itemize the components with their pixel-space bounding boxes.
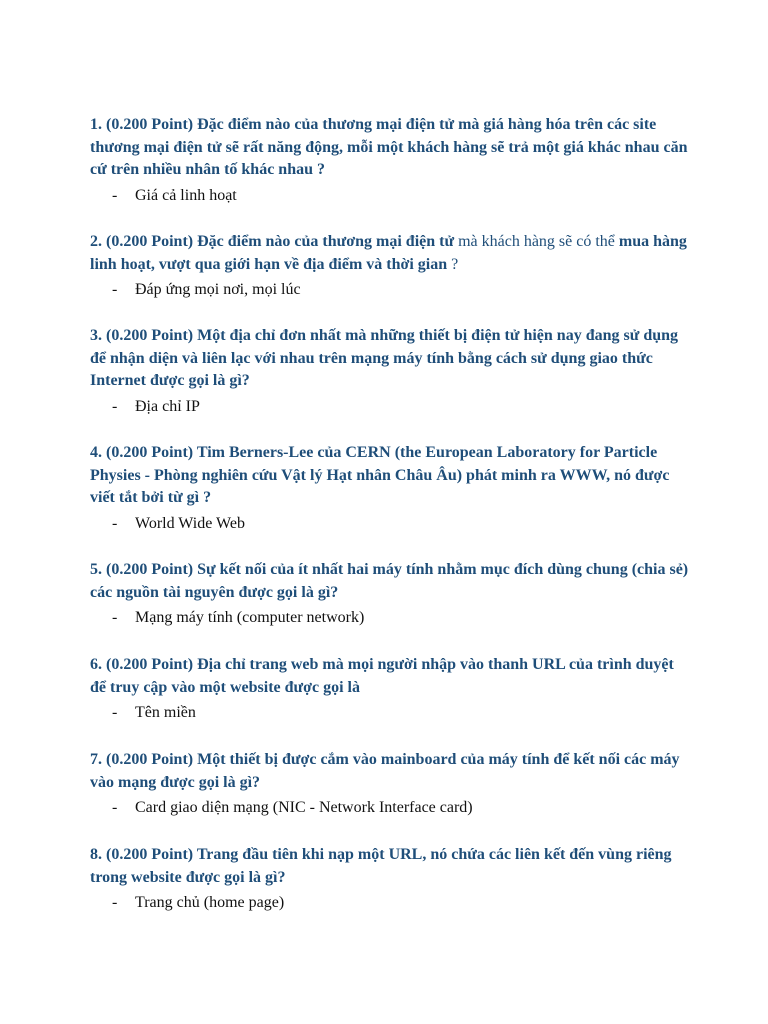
- question-2-text-b: mà khách hàng sẽ có thể: [454, 233, 619, 250]
- question-3: [90, 325, 690, 393]
- question-6-text: 6. (0.200 Point) Địa chỉ trang web mà mọi người nhập vào thanh URL của trình duyệt để truy cập vào một website được gọi là: [90, 656, 674, 696]
- question-5-text: 5. (0.200 Point) Sự kết nối của ít nhất hai máy tính nhằm mục đích dùng chung (chia sẻ) các nguồn tài nguyên được gọi là gì?: [90, 561, 689, 601]
- answer-6-text: Tên miền: [135, 704, 196, 721]
- answer-bullet: -: [112, 186, 118, 204]
- answer-2-text: Đáp ứng mọi nơi, mọi lúc: [135, 281, 301, 298]
- answer-2: [90, 279, 690, 301]
- qa-item-1: [90, 114, 690, 231]
- answer-8-text: Trang chủ (home page): [135, 894, 285, 911]
- question-1-text: 1. (0.200 Point) Đặc điểm nào của thương mại điện tử mà giá hàng hóa trên các site thương mại điện tử sẽ rất năng động, mỗi một khách hàng sẽ trả một giá khác nhau căn cứ trên nhiều nhân tố khác nhau ?: [90, 116, 688, 178]
- answer-bullet: -: [112, 609, 118, 626]
- qa-item-2: [90, 231, 690, 325]
- qa-item-3: [90, 325, 690, 442]
- answer-bullet: -: [112, 397, 118, 415]
- question-1: [90, 114, 690, 182]
- question-7-text: 7. (0.200 Point) Một thiết bị được cắm vào mainboard của máy tính để kết nối các máy vào mạng được gọi là gì?: [90, 751, 680, 791]
- question-8: [90, 844, 690, 889]
- question-2: [90, 231, 690, 276]
- answer-1: [90, 185, 690, 207]
- qa-item-5: [90, 559, 690, 654]
- answer-1-text: Giá cả linh hoạt: [135, 186, 237, 204]
- question-2-text-d: ?: [447, 255, 459, 273]
- question-5: [90, 559, 690, 604]
- answer-3: [90, 396, 690, 418]
- answer-7: [90, 797, 690, 819]
- quiz-document: [90, 114, 690, 914]
- qa-item-7: [90, 749, 690, 844]
- question-4-text: 4. (0.200 Point) Tim Berners-Lee của CERN (the European Laboratory for Particle Physies - Phòng nghiên cứu Vật lý Hạt nhân Châu Âu) phát minh ra WWW, nó được viết tắt bởi từ gì ?: [90, 444, 670, 506]
- answer-6: [90, 702, 690, 724]
- answer-5: [90, 607, 690, 629]
- question-2-text-c: mua hàng linh hoạt, vượt qua giới hạn về địa điểm và thời gian: [90, 233, 687, 273]
- answer-bullet: -: [112, 704, 118, 721]
- question-8-text: 8. (0.200 Point) Trang đầu tiên khi nạp một URL, nó chứa các liên kết đến vùng riêng trong website được gọi là gì?: [90, 846, 672, 886]
- answer-8: [90, 892, 690, 914]
- question-3-text: 3. (0.200 Point) Một địa chỉ đơn nhất mà những thiết bị điện tử hiện nay đang sử dụng để nhận diện và liên lạc với nhau trên mạng máy tính bằng cách sử dụng giao thức Internet được gọi là gì?: [90, 327, 679, 389]
- answer-bullet: -: [112, 894, 118, 911]
- question-6: [90, 654, 690, 699]
- answer-bullet: -: [112, 514, 118, 532]
- question-7: [90, 749, 690, 794]
- qa-item-4: [90, 442, 690, 559]
- answer-4-text: World Wide Web: [135, 514, 245, 532]
- qa-item-8: [90, 844, 690, 914]
- question-2-text-a: 2. (0.200 Point) Đặc điểm nào của thương mại điện tử: [90, 233, 455, 250]
- qa-item-6: [90, 654, 690, 749]
- answer-3-text: Địa chỉ IP: [135, 397, 200, 415]
- answer-7-text: Card giao diện mạng (NIC - Network Interface card): [135, 799, 473, 816]
- question-4: [90, 442, 690, 510]
- answer-bullet: -: [112, 281, 118, 298]
- answer-5-text: Mạng máy tính (computer network): [135, 609, 365, 626]
- answer-4: [90, 513, 690, 535]
- answer-bullet: -: [112, 799, 118, 816]
